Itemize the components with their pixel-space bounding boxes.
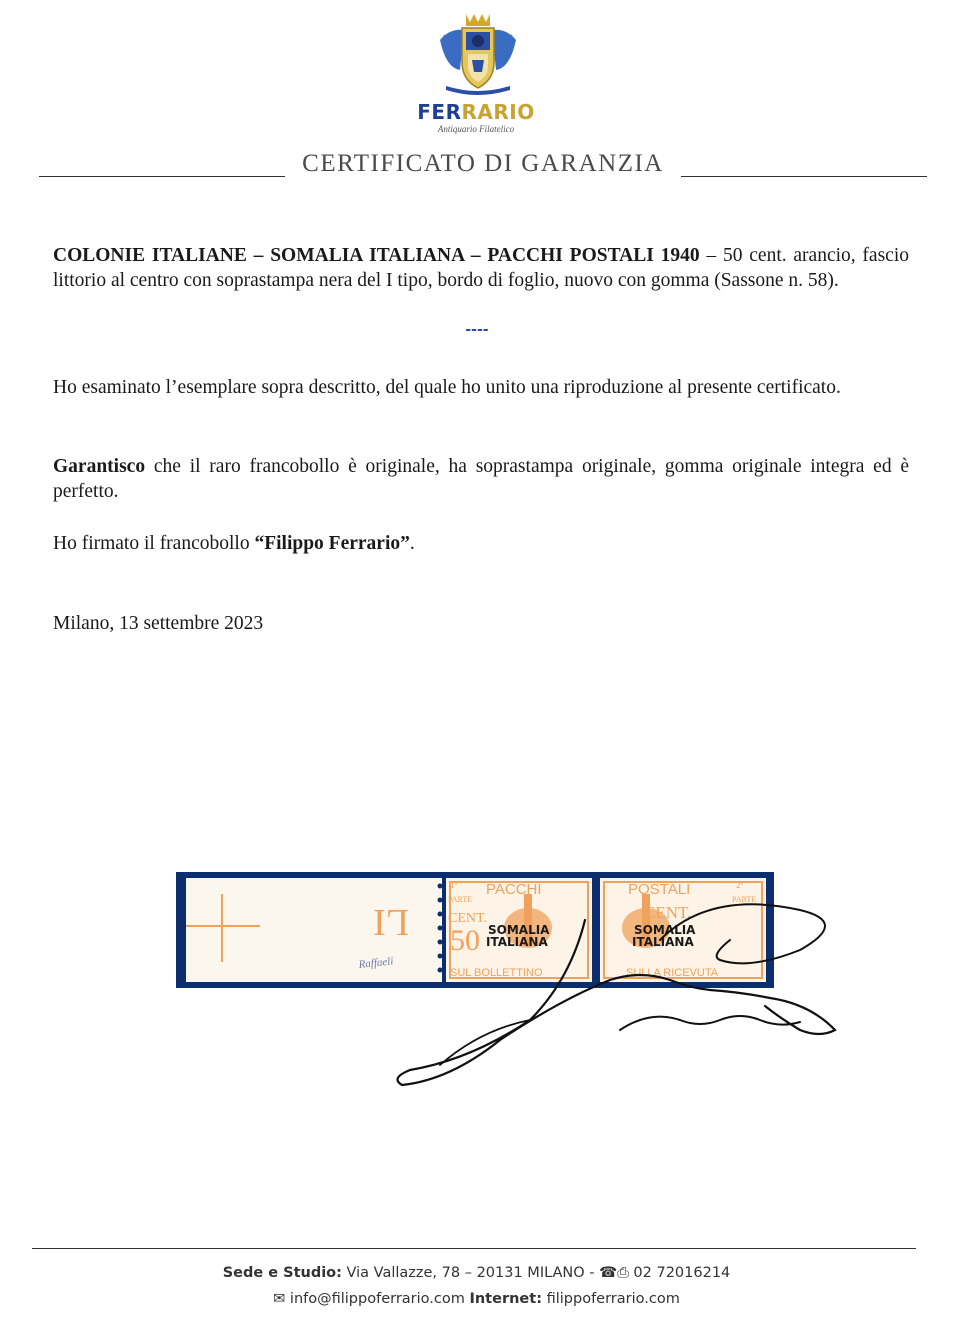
- web-label: Internet:: [469, 1291, 542, 1307]
- footer-address: [0, 1265, 953, 1281]
- overprint-right-line1: SOMALIA: [634, 923, 696, 937]
- left-cent: CENT.: [448, 911, 488, 926]
- signed-paragraph: [53, 531, 909, 556]
- office-label: Sede e Studio:: [222, 1265, 342, 1281]
- footer-contacts: [0, 1291, 953, 1307]
- right-cent: CENT.: [644, 903, 692, 922]
- place-date: Milano, 13 settembre 2023: [53, 613, 264, 634]
- signed-name: “Filippo Ferrario”: [254, 533, 410, 554]
- right-header: POSTALI: [628, 881, 691, 898]
- certificate-title: CERTIFICATO DI GARANZIA: [302, 150, 664, 177]
- examined-paragraph: Ho esaminato l’esemplare sopra descritto, del quale ho unito una riproduzione al presente certificato.: [53, 377, 841, 398]
- brand-name-suffix: RARIO: [461, 100, 535, 124]
- section-divider: ----: [465, 322, 489, 338]
- email-link[interactable]: info@filippoferrario.com: [285, 1291, 470, 1307]
- right-footer: SULLA RICEVUTA: [626, 967, 719, 979]
- overprint-left-line1: SOMALIA: [488, 923, 550, 937]
- stamp-description: [53, 243, 909, 293]
- envelope-icon: ✉: [273, 1291, 286, 1307]
- margin-number: LI: [373, 901, 409, 943]
- description-heading: COLONIE ITALIANE – SOMALIA ITALIANA – PACCHI POSTALI 1940: [53, 245, 700, 266]
- title-rule-left: [39, 176, 285, 177]
- signed-prefix: Ho firmato il francobollo: [53, 533, 255, 554]
- signed-suffix: .: [409, 533, 415, 554]
- guarantee-bold: Garantisco: [53, 456, 146, 477]
- right-part-number: 2ª: [736, 880, 743, 890]
- handwritten-signature: [380, 880, 840, 1100]
- phone-number: 02 72016214: [628, 1265, 731, 1281]
- overprint-left-line2: ITALIANA: [486, 935, 548, 949]
- phone-fax-icon: ☎⎙: [599, 1265, 629, 1281]
- left-part-label: PARTE: [448, 895, 473, 904]
- right-part-label: PARTE: [732, 895, 757, 904]
- guarantee-paragraph: [53, 454, 909, 504]
- left-footer: SUL BOLLETTINO: [450, 967, 543, 979]
- left-header: PACCHI: [486, 881, 542, 898]
- overprint-right-line2: ITALIANA: [632, 935, 694, 949]
- description-text: – 50 cent. arancio, fascio littorio al centro con soprastampa nera del I tipo, bordo di foglio, nuovo con gomma (Sassone n. 58).: [53, 245, 909, 291]
- margin-expert-note: Raffaeli: [358, 955, 394, 971]
- brand-name-prefix: FER: [417, 100, 462, 124]
- title-rule-right: [681, 176, 927, 177]
- brand-name: [376, 100, 576, 124]
- left-part-number: 1ª: [450, 880, 457, 890]
- footer-rule: [32, 1248, 916, 1249]
- brand-tagline: Antiquario Filatelico: [437, 124, 515, 134]
- guarantee-text: che il raro francobollo è originale, ha soprastampa originale, gomma originale integra ed è perfetto.: [53, 456, 909, 502]
- office-address: Via Vallazze, 78 – 20131 MILANO -: [341, 1265, 600, 1281]
- left-value: 50: [450, 924, 480, 957]
- ferrario-crest-logo: [436, 10, 520, 96]
- web-link[interactable]: filippoferrario.com: [542, 1291, 680, 1307]
